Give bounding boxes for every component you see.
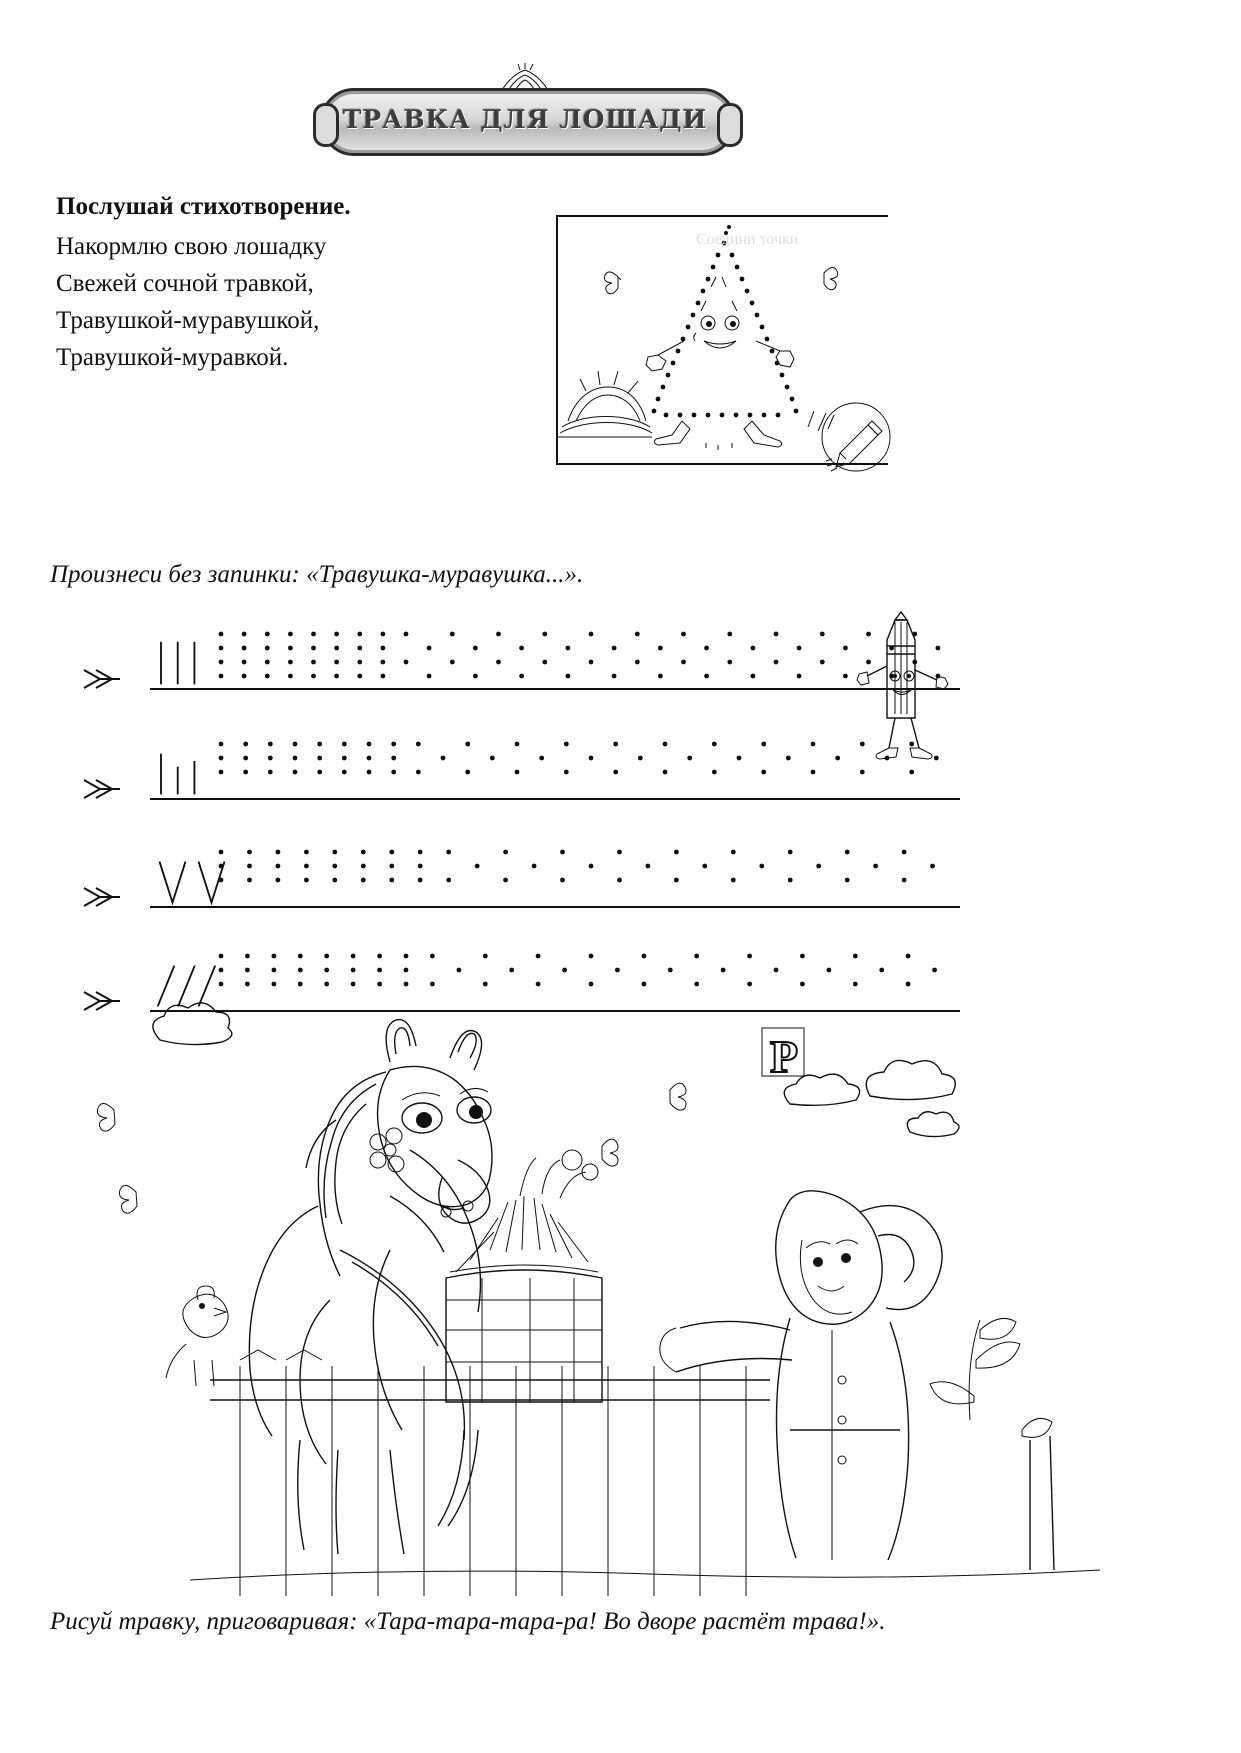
pencil-in-circle-icon <box>822 403 890 471</box>
cloud-icon <box>907 1112 959 1137</box>
flower-icon <box>370 1128 404 1172</box>
double-chevron-arrow-icon <box>80 666 124 692</box>
flower-icon <box>930 1318 1054 1570</box>
title-banner <box>305 60 745 180</box>
girl-icon <box>660 1191 942 1560</box>
butterfly-icon <box>670 1083 686 1110</box>
hay-bundle-icon <box>446 1150 602 1402</box>
instruction-bottom: Рисуй травку, приговаривая: «Тара-тара-тара-ра! Во дворе растёт трава!». <box>50 1608 886 1635</box>
fence-icon <box>210 1350 770 1596</box>
writing-rule <box>150 798 960 800</box>
horse-and-girl-with-hay-icon <box>90 1000 1100 1600</box>
dot-to-dot-grass-character-icon <box>556 215 896 465</box>
poem-line: Травушкой-муравкой. <box>56 344 289 371</box>
dot-guides <box>215 846 975 904</box>
poem-line: Накормлю свою лошадку <box>56 233 327 260</box>
double-chevron-arrow-icon <box>80 776 124 802</box>
poem-line: Свежей сочной травкой, <box>56 270 314 297</box>
butterfly-icon <box>119 1185 137 1213</box>
cloud-icon <box>153 1003 232 1045</box>
butterfly-icon <box>602 1139 618 1166</box>
pencil-character-icon <box>845 610 965 770</box>
panel-bottom-rule <box>556 463 888 465</box>
letter-r-cloud-icon <box>762 1028 804 1082</box>
cloud-icon <box>866 1060 955 1099</box>
writing-rule <box>150 688 960 690</box>
page-title: ТРАВКА ДЛЯ ЛОШАДИ <box>342 104 708 134</box>
panel-left-rule <box>556 215 558 465</box>
panel-top-rule <box>556 215 888 217</box>
butterfly-icon <box>824 267 838 289</box>
ghost-caption: Соедини точки <box>696 231 799 248</box>
svg-text:Р: Р <box>770 1031 799 1082</box>
bird-icon <box>166 1286 228 1386</box>
poem-block <box>56 190 576 376</box>
double-chevron-arrow-icon <box>80 884 124 910</box>
tracing-row-3[interactable] <box>80 838 1080 938</box>
poem-heading: Послушай стихотворение. <box>56 193 351 220</box>
hay-nest-icon <box>558 371 652 437</box>
dot-to-dot-panel <box>556 215 896 465</box>
writing-rule <box>150 906 960 908</box>
poem-line: Травушкой-муравушкой, <box>56 307 320 334</box>
butterfly-icon <box>97 1103 115 1131</box>
butterfly-icon <box>604 272 621 294</box>
instruction-top: Произнеси без запинки: «Травушка-муравушка...». <box>50 561 584 588</box>
